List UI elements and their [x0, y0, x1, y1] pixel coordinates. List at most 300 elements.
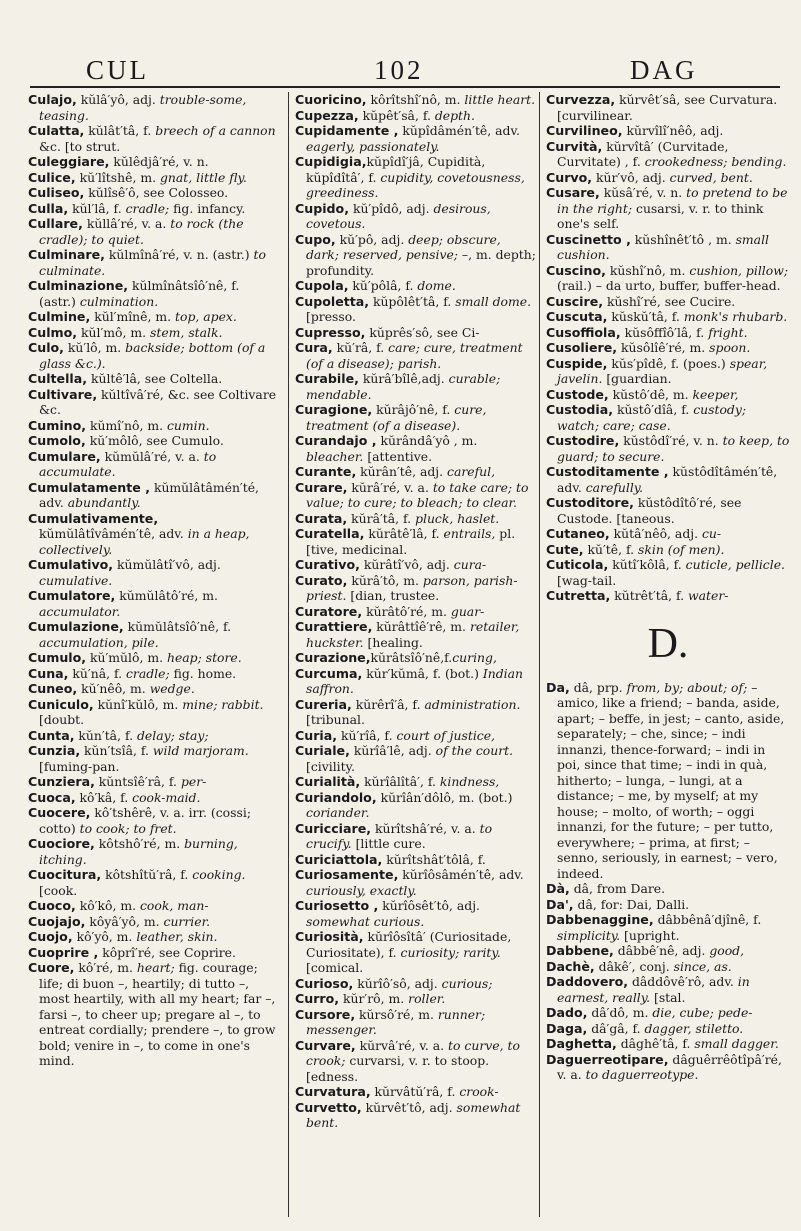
dictionary-entry [546, 170, 790, 186]
entry-headword: Curativo, [295, 557, 360, 572]
dictionary-entry [28, 511, 278, 558]
entry-headword: Cuoca, [28, 789, 76, 805]
dictionary-entry [546, 294, 790, 310]
dictionary-entry [295, 511, 537, 527]
dictionary-entry [546, 1036, 790, 1052]
entry-headword: Culatta, [28, 123, 85, 138]
dictionary-entry [295, 898, 537, 929]
dictionary-entry [295, 991, 537, 1007]
entry-headword: Cumino, [28, 417, 87, 433]
entry-continuation: fig. infancy. [169, 200, 246, 216]
dictionary-entry [28, 92, 278, 123]
header-right-guideword: DAG [630, 55, 698, 85]
entry-pronunciation: kŭmŭlâ′ré, v. a. [100, 448, 204, 464]
dictionary-entry [546, 464, 790, 495]
entry-definition: custody; watch; care; case. [557, 402, 747, 433]
entry-definition: in a heap, collectively. [39, 526, 250, 557]
entry-definition: stem, stalk. [150, 324, 223, 340]
entry-headword: Curvare, [295, 1037, 356, 1053]
dictionary-entry [28, 867, 278, 898]
dictionary-entry [295, 1038, 537, 1085]
entry-headword: Daga, [546, 1020, 588, 1036]
entry-definition: cumulative. [39, 572, 113, 588]
entry-definition: somewhat bent. [306, 1099, 521, 1130]
entry-headword: Dà, [546, 881, 570, 896]
entry-pronunciation: dâguêrrêôtîpâ′ré, v. a. [557, 1051, 782, 1082]
entry-definition: deep; obscure, dark; reserved, pensive; [306, 231, 501, 262]
dictionary-entry [546, 974, 790, 1005]
dictionary-entry [546, 943, 790, 959]
entry-definition: per- [180, 774, 207, 789]
entry-pronunciation: kô′ré, m. [74, 960, 137, 975]
entry-pronunciation: kŭtâ′nêô, adj. [609, 526, 702, 541]
dictionary-entry [28, 309, 278, 325]
entry-pronunciation: kŭmŭlâtâmén′té, adv. [39, 479, 259, 510]
entry-definition: to daguerreotype. [585, 1067, 699, 1082]
entry-headword: Cutaneo, [546, 526, 610, 541]
entry-pronunciation: kŭmŭlâtsîô′nê, f. [123, 619, 232, 634]
entry-headword: Custoditamente , [546, 464, 669, 479]
entry-pronunciation: kô′kô, m. [75, 898, 140, 913]
dictionary-entry [295, 526, 537, 557]
entry-headword: Cuojajo, [28, 913, 86, 929]
dictionary-entry [295, 852, 537, 868]
entry-definition: dagger, stiletto. [644, 1020, 744, 1036]
entry-definition: care; cure, treatment (of a disease); parish. [306, 340, 523, 371]
entry-continuation: [stal. [650, 989, 686, 1005]
entry-pronunciation: kŭmî′nô, m. [86, 417, 167, 433]
entry-pronunciation: kŭrsô′ré, m. [355, 1006, 438, 1022]
entry-headword: Cusare, [546, 185, 600, 200]
entry-headword: Cullare, [28, 216, 83, 231]
entry-headword: Curare, [295, 479, 348, 495]
entry-headword: Curiosetto , [295, 898, 379, 913]
entry-definition: cura- [453, 557, 487, 572]
dictionary-entry [546, 123, 790, 139]
entry-continuation: (rail.) – da urto, buffer, buffer-head. [557, 278, 781, 293]
entry-continuation: [doubt. [39, 712, 85, 727]
entry-headword: Curvo, [546, 169, 593, 185]
entry-definition: in earnest, really. [557, 974, 750, 1005]
entry-definition: entrails, [443, 526, 496, 541]
entry-pronunciation: kŭrâ′ré, v. a. [347, 479, 433, 495]
entry-headword: Cumulativamente, [28, 510, 159, 526]
entry-headword: Cuocere, [28, 805, 91, 820]
entry-definition: culmination. [79, 293, 159, 309]
entry-headword: Cuore, [28, 960, 75, 975]
entry-pronunciation: dâddôvê′rô, adv. [628, 974, 738, 989]
entry-headword: Cultivare, [28, 386, 98, 402]
entry-pronunciation: kŭ′lîtshê, m. [75, 169, 160, 185]
entry-headword: Cusoffiola, [546, 324, 621, 340]
dictionary-entry [295, 666, 537, 697]
dictionary-entry [546, 542, 790, 558]
dictionary-entry [28, 449, 278, 480]
entry-pronunciation: kŭnî′kŭlô, m. [93, 696, 183, 712]
dictionary-entry [28, 898, 278, 914]
entry-pronunciation: kŭstôdîtô′ré, see Custode. [557, 495, 742, 526]
entry-pronunciation: kŭrâttîê′rê, m. [372, 619, 470, 634]
dictionary-entry [28, 278, 278, 309]
entry-headword: Cumulativo, [28, 557, 114, 572]
entry-headword: Cuna, [28, 665, 69, 681]
entry-pronunciation: kŭskŭ′tâ, f. [607, 309, 684, 324]
column-3-d-entries [546, 680, 790, 1083]
dictionary-entry [546, 139, 790, 170]
entry-pronunciation: kŭshî′ré, see Cucire. [603, 293, 736, 309]
entry-pronunciation: kŭpîdî′jâ, Cupidità, kŭpîdîtâ′, f. [306, 154, 486, 185]
entry-definition: cushion, pillow; [689, 262, 788, 278]
entry-definition: to culminate. [39, 247, 266, 278]
entry-definition: heap; store. [166, 650, 242, 665]
entry-definition: wild marjoram. [152, 743, 249, 758]
dictionary-entry [546, 309, 790, 325]
entry-headword: Curvità, [546, 138, 603, 154]
entry-definition: cooking. [192, 867, 246, 882]
entry-pronunciation: kŭrvâtŭ′râ, f. [370, 1084, 460, 1099]
entry-definition: since, as. [673, 958, 732, 974]
entry-definition: heart; [136, 960, 175, 975]
entry-pronunciation: kŭrâjô′nê, f. [372, 402, 455, 417]
entry-definition: curved, bent. [669, 169, 753, 185]
entry-pronunciation: dâbbê′nê, adj. [613, 943, 710, 958]
entry-pronunciation: kŭpêt′sâ, f. [358, 107, 435, 123]
entry-headword: Cuocitura, [28, 867, 102, 882]
entry-headword: Dado, [546, 1005, 588, 1020]
entry-pronunciation: dâkê′, conj. [594, 958, 674, 974]
entry-headword: Dachè, [546, 958, 595, 974]
entry-headword: Curiosità, [295, 929, 364, 944]
dictionary-entry [28, 588, 278, 619]
column-2 [288, 92, 537, 1217]
dictionary-entry [295, 604, 537, 620]
dictionary-entry [28, 247, 278, 278]
entry-pronunciation: kŭ′rîâ, f. [337, 727, 397, 743]
entry-continuation: fig. courage; life; di buon –, heartily; di tutto –, most heartily, with all my heart; far –, farsi –, to cheer up; pregare al –, to entreat cordially; prendere –, to grow bold; venire in –, to come in one's mind. [39, 960, 276, 1068]
entry-continuation: [little cure. [351, 836, 426, 851]
entry-headword: Curcuma, [295, 665, 363, 681]
dictionary-entry [28, 681, 278, 697]
entry-definition: cook-maid. [132, 789, 201, 805]
dictionary-entry [546, 912, 790, 943]
section-letter: D. [647, 620, 689, 667]
entry-pronunciation: kŭn′tâ, f. [74, 727, 137, 743]
entry-definition: mine; rabbit. [182, 696, 264, 712]
entry-pronunciation: kŭrâtî′vô, adj. [359, 557, 454, 572]
entry-definition: abundantly. [67, 495, 141, 510]
entry-definition: court of justice, [396, 727, 495, 743]
entry-headword: Curvezza, [546, 92, 616, 107]
entry-definition: good, [709, 943, 745, 958]
entry-headword: Curialità, [295, 774, 361, 789]
dictionary-entry [295, 108, 537, 124]
entry-pronunciation: kŭ′pîdô, adj. [349, 200, 434, 216]
entry-definition: little heart. [464, 92, 536, 107]
entry-headword: Cupidigia, [295, 154, 367, 169]
entry-pronunciation: kôprî′ré, see Coprire. [98, 944, 236, 960]
entry-pronunciation: kŭrvîlî′nêô, adj. [622, 123, 724, 138]
dictionary-entry [295, 480, 537, 511]
entry-headword: Curabile, [295, 371, 359, 386]
dictionary-entry [546, 340, 790, 356]
entry-definition: curable; mendable. [306, 371, 501, 402]
entry-headword: Cupresso, [295, 324, 366, 340]
entry-pronunciation: kŭ′pô, adj. [335, 231, 409, 247]
entry-pronunciation: kŭrvîtâ′ (Curvitade, Curvitate) , f. [557, 138, 729, 169]
entry-continuation: [tribunal. [306, 712, 365, 727]
entry-definition: curing, [452, 650, 497, 665]
dictionary-entry [295, 325, 537, 341]
entry-continuation: – amico, like a friend; – banda, aside, apart; – beffe, in jest; – canto, aside, separately; – che, since; – indi innanzi, thence-forward; – indi in poi, since that time; – indi in quà, hitherto; – lunga, – lungi, at a distance; – me, by myself; at my house; – molto, of worth; – oggi innanzi, for the future; – per tutto, everywhere; – prima, at first; – senno, seriously, in earnest; – vero, indeed. [557, 679, 785, 881]
entry-pronunciation: kŭrâ′bîlê,adj. [358, 371, 449, 386]
entry-headword: Dabbene, [546, 943, 614, 958]
entry-definition: eagerly, passionately. [306, 138, 440, 154]
entry-definition: top, apex. [175, 309, 237, 324]
entry-headword: Cuscino, [546, 262, 606, 278]
entry-definition: to keep, to guard; to secure. [557, 433, 790, 464]
entry-definition: wedge. [149, 681, 195, 696]
entry-definition: careful, [447, 464, 496, 479]
dictionary-entry [546, 897, 790, 913]
entry-headword: Curagione, [295, 402, 373, 417]
entry-pronunciation: kŭrîân′dôlô, m. (bot.) [376, 789, 513, 805]
entry-pronunciation: dâ′dô, m. [587, 1005, 653, 1020]
dictionary-entry [295, 123, 537, 154]
entry-pronunciation: kŭmŭlâtô′ré, m. [115, 588, 218, 603]
entry-pronunciation: kôtshô′ré, m. [94, 836, 185, 851]
entry-headword: Cuoricino, [295, 92, 367, 107]
entry-headword: Cuticola, [546, 557, 609, 572]
dictionary-entry [546, 526, 790, 542]
entry-headword: Cunta, [28, 727, 75, 743]
entry-pronunciation: kŭrêrî′â, f. [351, 696, 425, 712]
entry-headword: Cuneo, [28, 681, 78, 696]
dictionary-entry [28, 666, 278, 682]
entry-definition: curious; [441, 975, 493, 991]
entry-headword: Cuojo, [28, 929, 73, 944]
entry-pronunciation: kŭrîâlîtâ′, f. [360, 774, 440, 789]
dictionary-entry [28, 836, 278, 867]
entry-headword: Cusoliere, [546, 340, 618, 355]
entry-pronunciation: kŭlêdjâ′ré, v. n. [109, 154, 209, 169]
entry-pronunciation: kŭ′pôlâ, f. [348, 278, 418, 293]
entry-headword: Custodire, [546, 433, 620, 448]
dictionary-entry [295, 557, 537, 573]
entry-continuation: [healing. [363, 634, 423, 650]
entry-continuation: [cook. [39, 882, 78, 898]
dictionary-entry [546, 1005, 790, 1021]
entry-definition: cu- [701, 526, 722, 541]
entry-headword: Cuscire, [546, 293, 604, 309]
entry-definition: pluck, haslet. [415, 510, 500, 526]
entry-pronunciation: kŭl′lâ, f. [68, 200, 126, 216]
entry-headword: Cultella, [28, 371, 88, 386]
entry-definition: bleacher. [306, 448, 364, 464]
entry-pronunciation: kŭrân′tê, adj. [356, 464, 447, 479]
entry-headword: Cutretta, [546, 588, 611, 603]
entry-continuation: [fuming-pan. [39, 758, 120, 774]
dictionary-entry [546, 185, 790, 232]
entry-definition: water- [688, 588, 729, 603]
dictionary-entry [28, 325, 278, 341]
dictionary-entry [28, 728, 278, 744]
entry-headword: Culmo, [28, 324, 78, 340]
entry-pronunciation: kŭrâ′tâ, f. [347, 510, 416, 526]
entry-headword: Cureria, [295, 696, 352, 712]
entry-headword: Cuoprire , [28, 944, 99, 960]
dictionary-entry [295, 154, 537, 201]
entry-definition: simplicity. [557, 927, 621, 943]
dictionary-entry [546, 356, 790, 387]
dictionary-entry [28, 371, 278, 387]
dictionary-entry [546, 495, 790, 526]
dictionary-entry [295, 697, 537, 728]
entry-pronunciation: kŭrâtô′ré, m. [362, 603, 451, 619]
entry-headword: Curandajo , [295, 433, 377, 448]
dictionary-entry [28, 170, 278, 186]
entry-headword: Curata, [295, 510, 348, 526]
dictionary-entry [546, 881, 790, 897]
dictionary-entry [295, 790, 537, 821]
dictionary-entry [546, 588, 790, 604]
entry-pronunciation: kŭpôlêt′tâ, f. [369, 293, 456, 309]
entry-pronunciation: kŭ′nâ, f. [68, 665, 126, 681]
entry-pronunciation: kŭtrêt′tâ, f. [610, 588, 689, 603]
entry-pronunciation: kŭstôdî′ré, v. n. [619, 433, 723, 448]
dictionary-entry [295, 929, 537, 976]
entry-headword: Cupido, [295, 200, 349, 216]
entry-pronunciation: kŭ′lô, m. [63, 340, 126, 355]
entry-continuation: [taneous. [612, 510, 675, 526]
dictionary-entry [28, 185, 278, 201]
entry-pronunciation: kŭlâ′yô, adj. [76, 92, 160, 107]
entry-headword: Daddovero, [546, 974, 629, 989]
entry-definition: dome. [417, 278, 456, 293]
entry-headword: Cumulatamente , [28, 479, 150, 495]
entry-definition: Indian saffron. [306, 665, 524, 696]
entry-pronunciation: kŭrvêt′sâ, see Curvatura. [615, 92, 778, 107]
entry-pronunciation: kô′tshêrê, v. a. irr. (cossi; cotto) [39, 805, 251, 836]
entry-headword: Cuscuta, [546, 309, 608, 324]
entry-pronunciation: kŭrîôsâmén′tê, adv. [398, 867, 524, 882]
entry-pronunciation: kŭntsîê′râ, f. [94, 774, 181, 789]
entry-pronunciation: kŭtî′kôlâ, f. [608, 557, 686, 572]
entry-continuation: [guardian. [602, 371, 672, 386]
dictionary-entry [295, 371, 537, 402]
entry-definition: cure, treatment (of a disease). [306, 402, 487, 433]
entry-headword: Curiosamente, [295, 867, 399, 882]
dictionary-entry [28, 154, 278, 170]
dictionary-entry [295, 728, 537, 744]
entry-definition: curiosity; rarity. [400, 944, 501, 960]
entry-headword: Daguerreotipare, [546, 1051, 669, 1067]
entry-definition: cumin. [166, 417, 210, 433]
entry-headword: Cura, [295, 340, 333, 355]
entry-headword: Curicciare, [295, 820, 372, 836]
entry-continuation: [upright. [620, 927, 680, 943]
entry-definition: small cushion. [557, 231, 769, 262]
dictionary-entry [546, 325, 790, 341]
entry-pronunciation: kŭsôlîê′ré, m. [617, 340, 710, 355]
entry-continuation: [comical. [306, 960, 364, 975]
dictionary-entry [295, 743, 537, 774]
entry-pronunciation: kŭrâ′tô, m. [347, 572, 423, 588]
entry-definition: keeper, [692, 386, 739, 402]
entry-pronunciation: kŭrvâ′ré, v. a. [355, 1037, 449, 1053]
entry-definition: to take care; to value; to cure; to bleach; to clear. [306, 479, 529, 510]
entry-headword: Curato, [295, 572, 348, 588]
entry-pronunciation: kŭprês′sô, see Ci- [365, 324, 480, 340]
entry-headword: Curia, [295, 727, 338, 743]
dictionary-entry [28, 216, 278, 247]
entry-pronunciation: kŭlmînâ′ré, v. n. (astr.) [104, 247, 254, 262]
entry-continuation: [presso. [306, 309, 356, 324]
dictionary-entry [546, 92, 790, 123]
entry-definition: guar- [450, 603, 485, 619]
entry-pronunciation: kôrîtshî′nô, m. [366, 92, 465, 107]
dictionary-entry [546, 433, 790, 464]
entry-headword: Daghetta, [546, 1036, 617, 1051]
entry-continuation: [curvilinear. [557, 107, 633, 123]
dictionary-entry [28, 619, 278, 650]
entry-pronunciation: kŭrîôsîtâ′ (Curiositade, Curiositate), f. [306, 929, 512, 960]
entry-definition: to crucify. [306, 820, 493, 851]
entry-headword: Cunzia, [28, 743, 81, 758]
entry-definition: to cook; to fret. [79, 820, 177, 836]
entry-definition: skin (of men). [638, 541, 725, 557]
entry-headword: Cumulatore, [28, 588, 116, 603]
entry-definition: cradle; [125, 665, 170, 681]
entry-pronunciation: kŭsâ′ré, v. n. [599, 185, 687, 200]
entry-headword: Curatore, [295, 603, 363, 619]
entry-continuation: [attentive. [363, 448, 433, 464]
dictionary-entry [28, 945, 278, 961]
entry-definition: trouble-some, teasing. [39, 92, 247, 123]
entry-pronunciation: kŭmŭlâtî′vô, adj. [113, 557, 221, 572]
entry-pronunciation: kŭr′kŭmâ, f. (bot.) [362, 665, 483, 681]
entry-continuation: cusarsi, v. r. to think one's self. [557, 200, 764, 231]
entry-headword: Culo, [28, 340, 64, 355]
dictionary-entry [28, 960, 278, 1069]
entry-definition: somewhat curious. [306, 913, 425, 929]
entry-definition: to pretend to be in the right; [557, 185, 788, 216]
entry-pronunciation: kô′kâ, f. [75, 789, 133, 805]
entry-definition: curiously, exactly. [306, 882, 417, 898]
dictionary-entry [28, 650, 278, 666]
dictionary-entry [546, 1021, 790, 1037]
entry-headword: Culajo, [28, 92, 77, 107]
entry-definition: administration. [424, 696, 521, 712]
dictionary-entry [28, 790, 278, 806]
dictionary-entry [28, 774, 278, 790]
entry-pronunciation: kŭ′tê, f. [583, 541, 639, 557]
entry-headword: Culiseo, [28, 185, 85, 200]
entry-headword: Cupidamente , [295, 123, 399, 138]
entry-headword: Curiandolo, [295, 789, 377, 805]
entry-pronunciation: kŭrîôsêt′tô, adj. [378, 898, 480, 913]
dictionary-entry [28, 557, 278, 588]
entry-definition: fright. [708, 324, 748, 340]
entry-headword: Curazione, [295, 650, 371, 665]
entry-pronunciation: kŭr′vô, adj. [592, 169, 670, 185]
entry-headword: Cupoletta, [295, 293, 370, 309]
entry-pronunciation: kŭllâ′ré, v. a. [82, 216, 171, 231]
entry-pronunciation: kŭlîsê′ô, see Colosseo. [84, 185, 229, 200]
entry-pronunciation: dâ′gâ, f. [587, 1020, 645, 1036]
dictionary-entry [28, 697, 278, 728]
dictionary-entry [546, 387, 790, 403]
entry-definition: desirous, covetous. [306, 200, 491, 231]
